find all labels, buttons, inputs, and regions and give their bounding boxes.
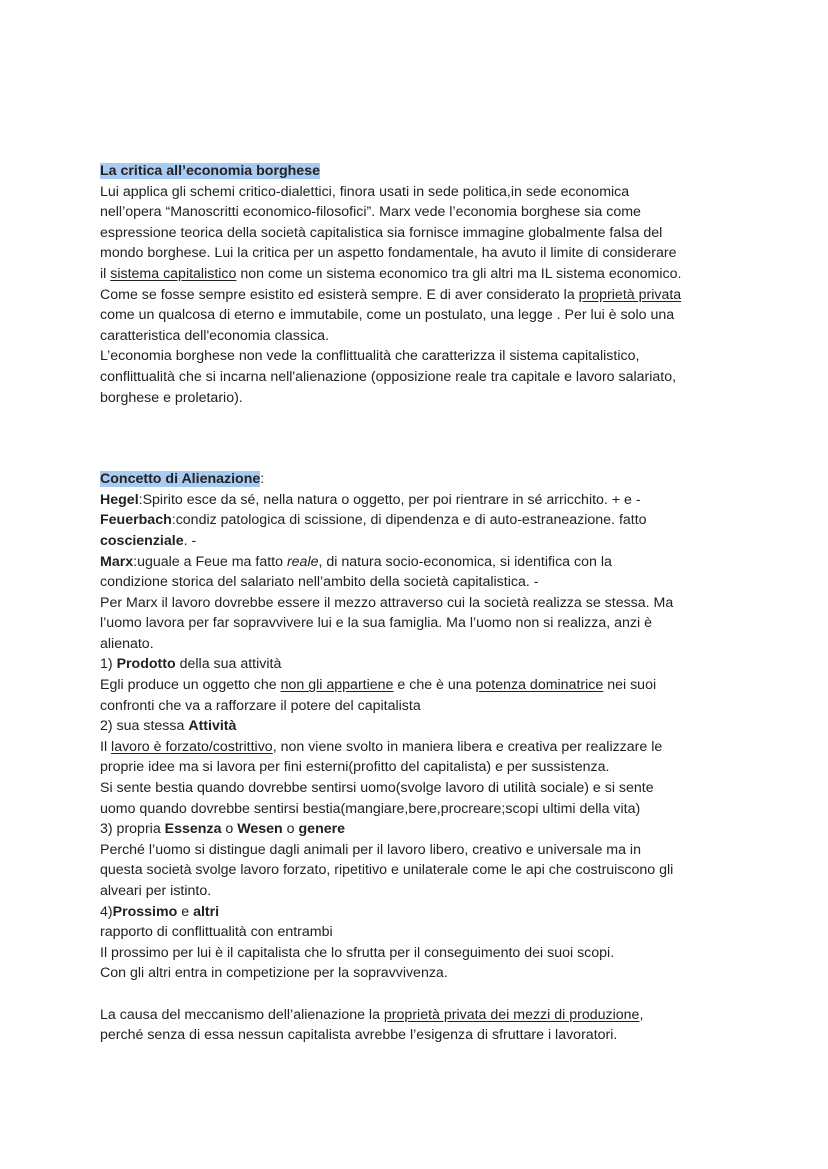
document-page [100,161,750,1046]
text-span: 4) [100,903,113,920]
underlined-term: proprietà privata dei mezzi di produzione [383,1006,640,1023]
text-span: o [282,821,299,838]
text-span: e che è una [393,677,476,694]
text-span: :uguale a Feue ma fatto [133,553,287,570]
bold-term: Feuerbach [100,512,172,529]
bold-term: genere [298,821,346,838]
text-span: nei suoi [603,677,657,694]
text-line: questa società svolge lavoro forzato, ripetitivo e unilaterale come le api che costruiscono gli [100,862,674,879]
text-line: Per Marx il lavoro dovrebbe essere il mezzo attraverso cui la società realizza se stessa. Ma [100,594,674,611]
text-span: , di natura socio-economica, si identifica con la [318,553,612,570]
text-span: o [221,821,238,838]
point-4-heading [100,902,750,923]
text-line: mondo borghese. Lui la critica per un aspetto fondamentale, ha avuto il limite di considerare [100,245,677,262]
text-span: Come se fosse sempre esistito ed esisterà sempre. E di aver considerato la [100,286,579,303]
text-line: come un qualcosa di eterno e immutabile, come un postulato, una legge . Per lui è solo una [100,307,675,324]
underlined-term: potenza dominatrice [475,677,604,694]
text-line [100,675,750,696]
text-line: Perché l’uomo si distingue dagli animali per il lavoro libero, creativo e universale ma in [100,841,641,858]
section1-title: La critica all’economia borghese [100,163,320,179]
text-line [100,1005,750,1026]
text-line: l’uomo lavora per far sopravvivere lui e la sua famiglia. Ma l’uomo non si realizza, anzi è [100,615,652,632]
text-line: condizione storica del salariato nell’ambito della società capitalistica. - [100,574,539,591]
text-span: Il [100,738,112,755]
point-3-heading [100,819,750,840]
bold-term: Essenza [164,821,222,838]
text-line [100,552,750,573]
text-span: della sua attività [175,656,282,673]
text-line: alienato. [100,635,154,652]
title-colon: : [260,471,265,488]
bold-term: Marx [100,553,134,570]
section-spacer [100,408,750,469]
bold-term: Prodotto [116,656,176,673]
text-span: :Spirito esce da sé, nella natura o oggetto, per poi rientrare in sé arricchito. + e - [138,491,641,508]
text-span: :condiz patologica di scissione, di dipendenza e di auto-estraneazione. fatto [171,512,647,529]
text-line: Con gli altri entra in competizione per la sopravvivenza. [100,965,448,982]
text-span: 2) sua stessa [100,718,189,735]
text-span: La causa del meccanismo dell’alienazione la [100,1006,384,1023]
bold-term: Hegel [100,491,139,508]
text-line [100,264,750,285]
text-line: uomo quando dovrebbe sentirsi bestia(mangiare,bere,procreare;scopi ultimi della vita) [100,800,641,817]
text-span: il [100,265,111,282]
paragraph-spacer [100,984,750,1005]
text-span: 3) propria [100,821,165,838]
point-1-heading [100,654,750,675]
text-line: caratteristica dell'economia classica. [100,327,330,344]
point-2-heading [100,716,750,737]
text-line: borghese e proletario). [100,389,243,406]
text-line: conflittualità che si incarna nell'alienazione (opposizione reale tra capitale e lavoro salariato, [100,368,677,385]
text-line: perché senza di essa nessun capitalista avrebbe l’esigenza di sfruttare i lavoratori. [100,1027,618,1044]
bold-term: coscienziale [100,532,184,549]
text-line: espressione teorica della società capitalistica sia fornisce immagine globalmente falsa del [100,224,663,241]
text-span: 1) [100,656,117,673]
text-line [100,737,750,758]
text-line [100,531,750,552]
underlined-term: non gli appartiene [280,677,394,694]
text-line: confronti che va a rafforzare il potere del capitalista [100,697,421,714]
bold-term: Attività [188,718,237,735]
text-span: . - [183,532,197,549]
underlined-term: sistema capitalistico [110,265,237,282]
bold-term: Wesen [237,821,283,838]
text-line [100,285,750,306]
section2-title: Concetto di Alienazione [100,471,261,488]
text-span: , [639,1006,644,1023]
text-span: non come un sistema economico tra gli altri ma IL sistema economico. [236,265,682,282]
bold-term: Prossimo [112,903,178,920]
text-span: e [177,903,194,920]
text-span: Egli produce un oggetto che [100,677,281,694]
text-line [100,490,750,511]
text-line [100,510,750,531]
text-line: nell’opera “Manoscritti economico-filosofici”. Marx vede l’economia borghese sia come [100,204,641,221]
text-line: Si sente bestia quando dovrebbe sentirsi uomo(svolge lavoro di utilità sociale) e si sente [100,780,654,797]
section1-title-line [100,161,750,182]
text-line: proprie idee ma si lavora per fini esterni(profitto del capitalista) e per sussistenza. [100,759,610,776]
text-line: rapporto di conflittualità con entrambi [100,924,333,941]
text-line: L’economia borghese non vede la conflittualità che caratterizza il sistema capitalistico, [100,348,640,365]
text-span: , non viene svolto in maniera libera e creativa per realizzare le [272,738,663,755]
italic-term: reale [286,553,319,570]
text-line: Il prossimo per lui è il capitalista che lo sfrutta per il conseguimento dei suoi scopi. [100,944,615,961]
text-line: Lui applica gli schemi critico-dialettici, finora usati in sede politica,in sede economica [100,183,630,200]
text-line: alveari per istinto. [100,883,212,899]
underlined-term: proprietà privata [578,286,682,303]
underlined-term: lavoro è forzato/costrittivo [111,738,273,755]
section2-title-line [100,469,750,490]
bold-term: altri [193,903,220,920]
